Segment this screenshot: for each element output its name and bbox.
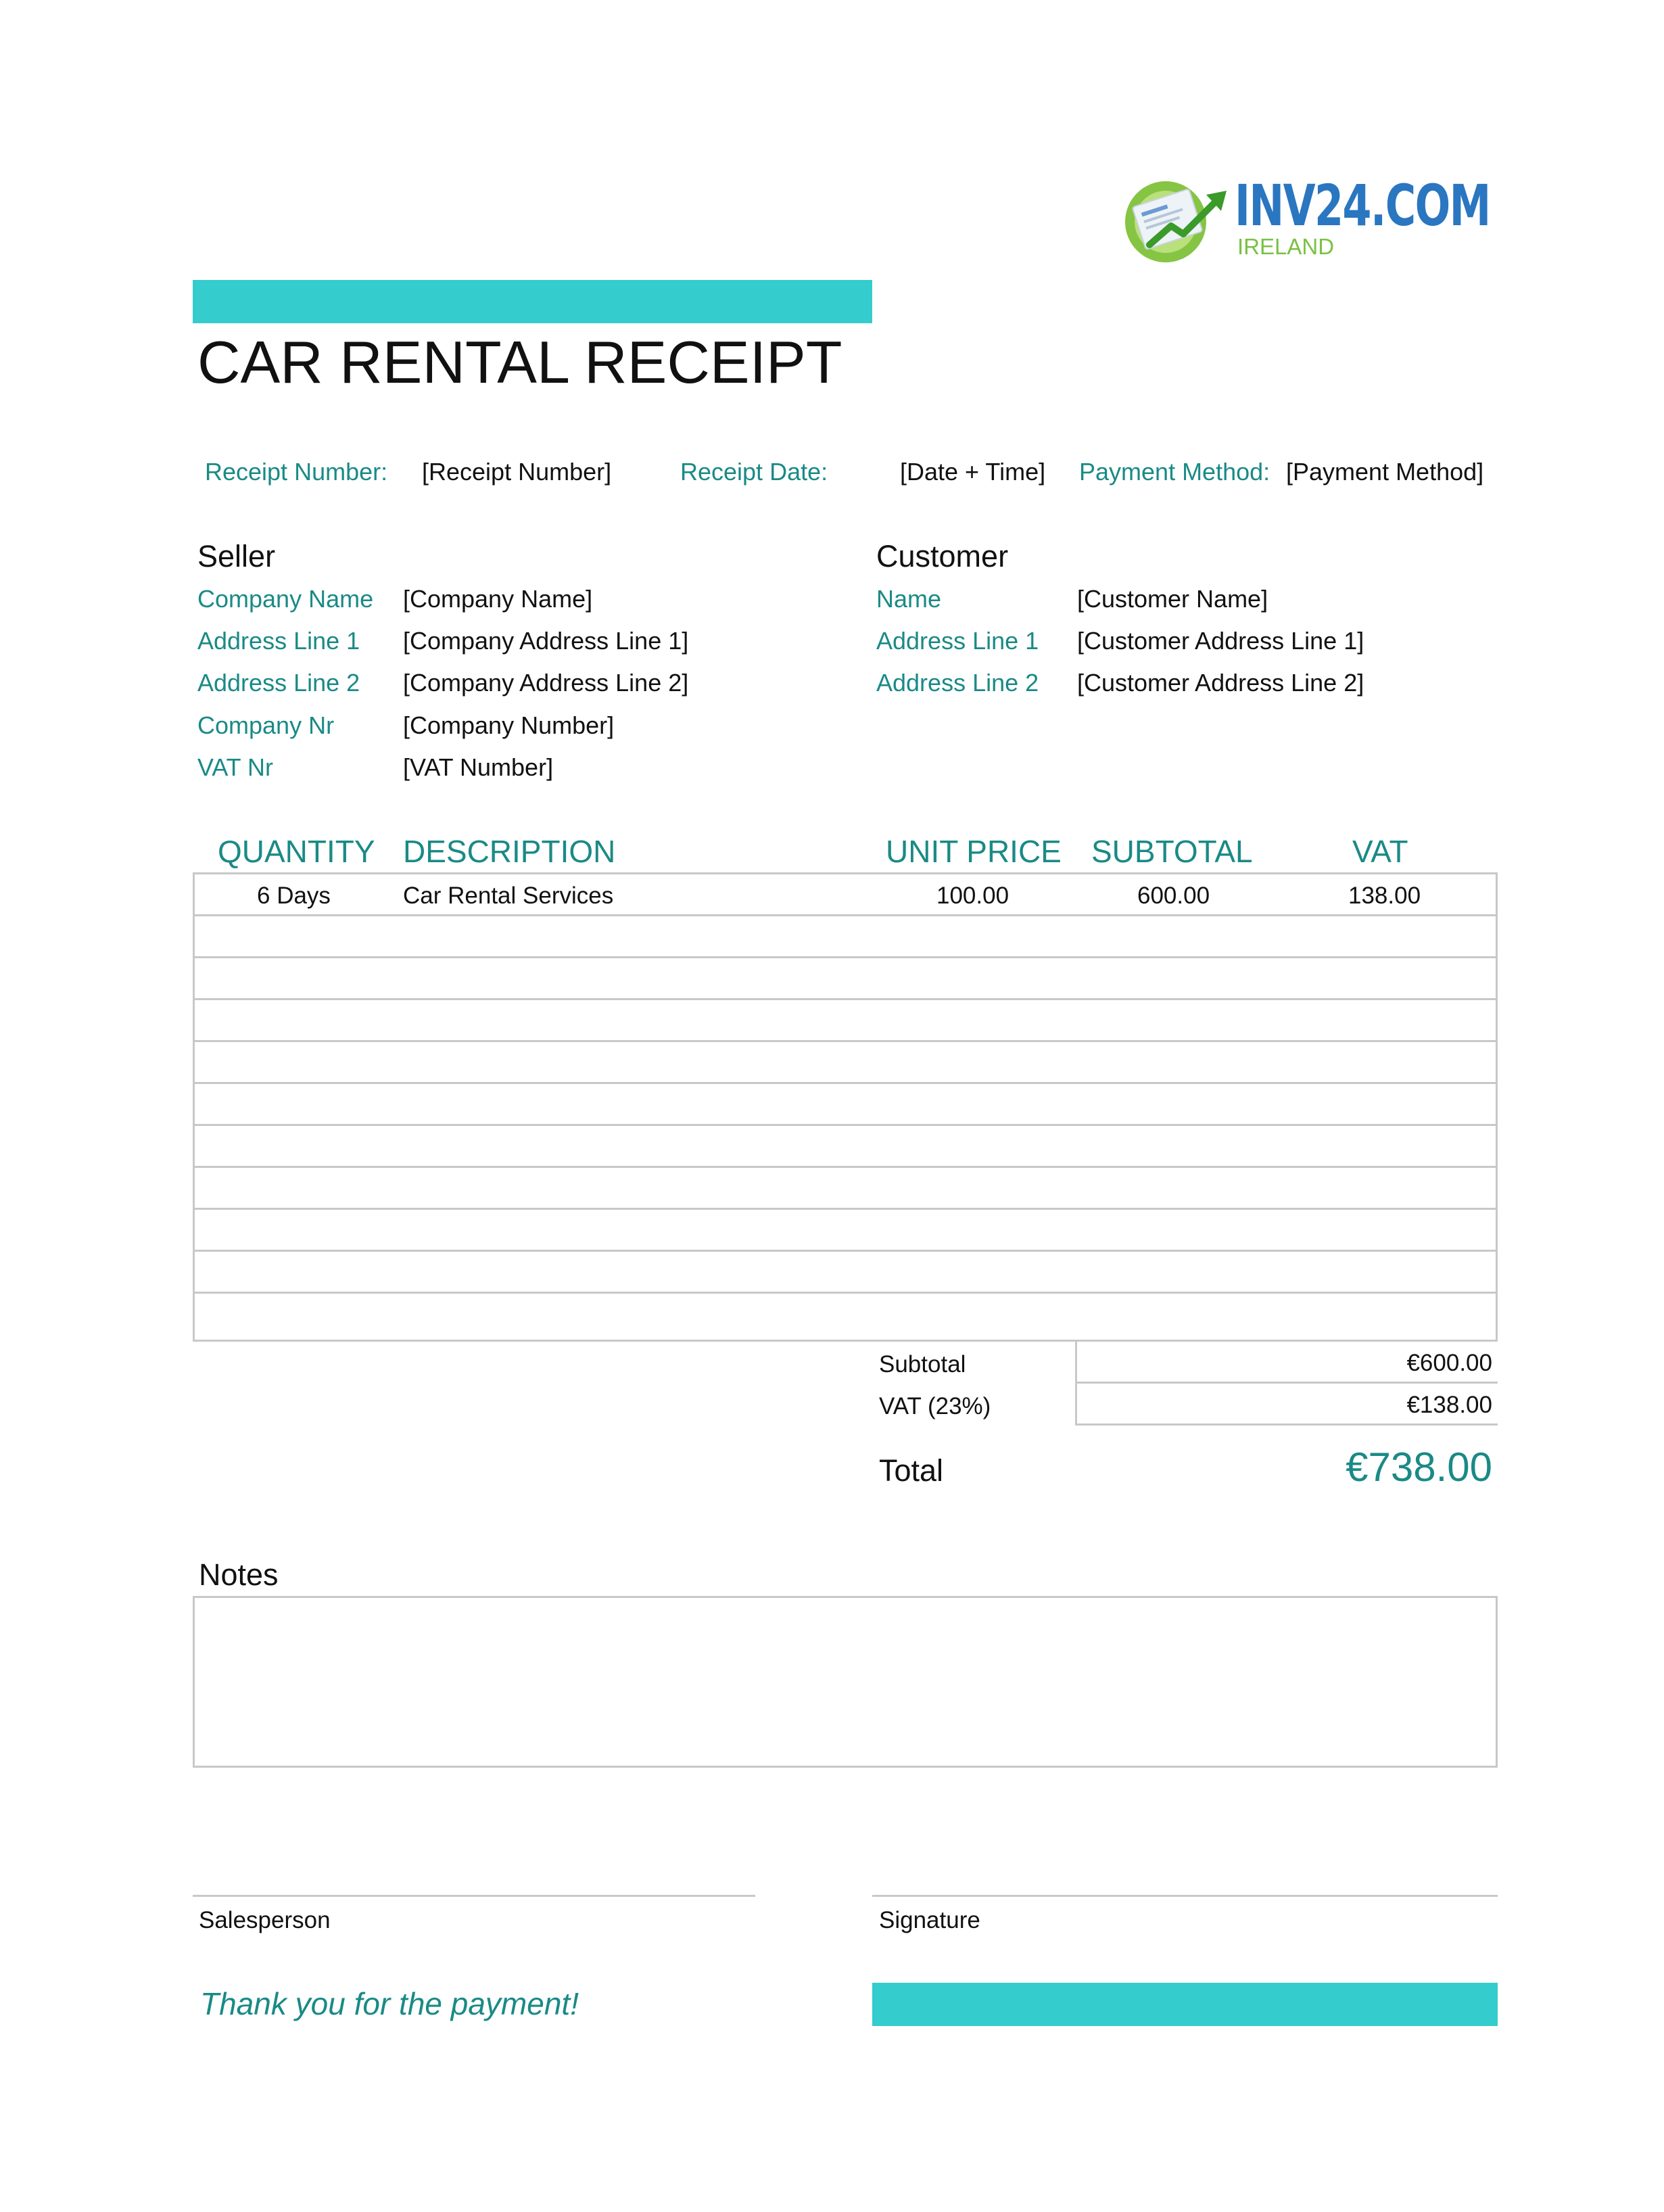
- salesperson-label: Salesperson: [199, 1907, 331, 1933]
- customer-address-line-2-value: [Customer Address Line 2]: [1077, 669, 1364, 697]
- vat-value: €138.00: [1406, 1392, 1492, 1418]
- customer-address-line-2-label: Address Line 2: [876, 669, 1039, 697]
- receipt-date-label: Receipt Date:: [680, 458, 828, 486]
- column-header-vat: VAT: [1352, 834, 1408, 869]
- customer-address-line-1-label: Address Line 1: [876, 627, 1039, 655]
- subtotal-box: [1075, 1342, 1498, 1384]
- notes-text: [195, 1598, 1496, 1620]
- table-row: [195, 916, 1496, 958]
- seller-company-name-label: Company Name: [197, 585, 374, 613]
- column-header-description: DESCRIPTION: [403, 834, 616, 869]
- row-vat: 138.00: [1348, 883, 1421, 909]
- table-row: [195, 1042, 1496, 1084]
- row-unit-price: 100.00: [936, 883, 1009, 909]
- inv24-logo-icon: [1122, 177, 1232, 264]
- total-label: Total: [879, 1453, 944, 1488]
- signature-line: [872, 1895, 1498, 1897]
- vat-box: [1075, 1384, 1498, 1426]
- customer-address-line-1-value: [Customer Address Line 1]: [1077, 627, 1364, 655]
- seller-address-line-1-value: [Company Address Line 1]: [403, 627, 689, 655]
- logo-region: IRELAND: [1237, 234, 1335, 259]
- notes-heading: Notes: [199, 1557, 279, 1592]
- seller-vat-nr-value: [VAT Number]: [403, 753, 554, 781]
- document-title: CAR RENTAL RECEIPT: [197, 329, 842, 396]
- row-quantity: 6 Days: [257, 883, 331, 909]
- receipt-date-value: [Date + Time]: [900, 458, 1046, 486]
- subtotal-value: €600.00: [1406, 1350, 1492, 1376]
- seller-vat-nr-label: VAT Nr: [197, 753, 274, 781]
- table-row: [195, 1210, 1496, 1252]
- payment-method-label: Payment Method:: [1079, 458, 1270, 486]
- seller-heading: Seller: [197, 539, 276, 573]
- logo-name: INV24.COM: [1235, 172, 1490, 239]
- row-description: Car Rental Services: [403, 883, 614, 909]
- seller-company-nr-label: Company Nr: [197, 711, 335, 739]
- items-table: [193, 872, 1498, 1342]
- salesperson-line: [193, 1895, 755, 1897]
- seller-company-name-value: [Company Name]: [403, 585, 593, 613]
- table-row: [195, 1168, 1496, 1210]
- payment-method-value: [Payment Method]: [1286, 458, 1484, 486]
- table-row: [195, 958, 1496, 1000]
- bottom-accent-bar: [872, 1983, 1498, 2026]
- seller-address-line-2-value: [Company Address Line 2]: [403, 669, 689, 697]
- subtotal-label: Subtotal: [879, 1351, 966, 1378]
- table-row: [195, 1252, 1496, 1294]
- thank-you-message: Thank you for the payment!: [200, 1986, 579, 2021]
- table-row: [195, 1294, 1496, 1336]
- table-row: [195, 874, 1496, 916]
- column-header-unit-price: UNIT PRICE: [886, 834, 1062, 869]
- customer-heading: Customer: [876, 539, 1009, 573]
- column-header-quantity: QUANTITY: [218, 834, 375, 869]
- column-header-subtotal: SUBTOTAL: [1091, 834, 1253, 869]
- total-value: €738.00: [1346, 1444, 1492, 1490]
- table-row: [195, 1084, 1496, 1126]
- customer-name-label: Name: [876, 585, 942, 613]
- receipt-number-label: Receipt Number:: [205, 458, 388, 486]
- notes-box: [193, 1596, 1498, 1768]
- customer-name-value: [Customer Name]: [1077, 585, 1268, 613]
- receipt-number-value: [Receipt Number]: [422, 458, 612, 486]
- table-row: [195, 1126, 1496, 1168]
- table-row: [195, 1000, 1496, 1042]
- seller-company-nr-value: [Company Number]: [403, 711, 615, 739]
- top-accent-bar: [193, 280, 872, 323]
- row-subtotal: 600.00: [1137, 883, 1210, 909]
- seller-address-line-2-label: Address Line 2: [197, 669, 360, 697]
- vat-label: VAT (23%): [879, 1393, 991, 1419]
- signature-label: Signature: [879, 1907, 980, 1933]
- seller-address-line-1-label: Address Line 1: [197, 627, 360, 655]
